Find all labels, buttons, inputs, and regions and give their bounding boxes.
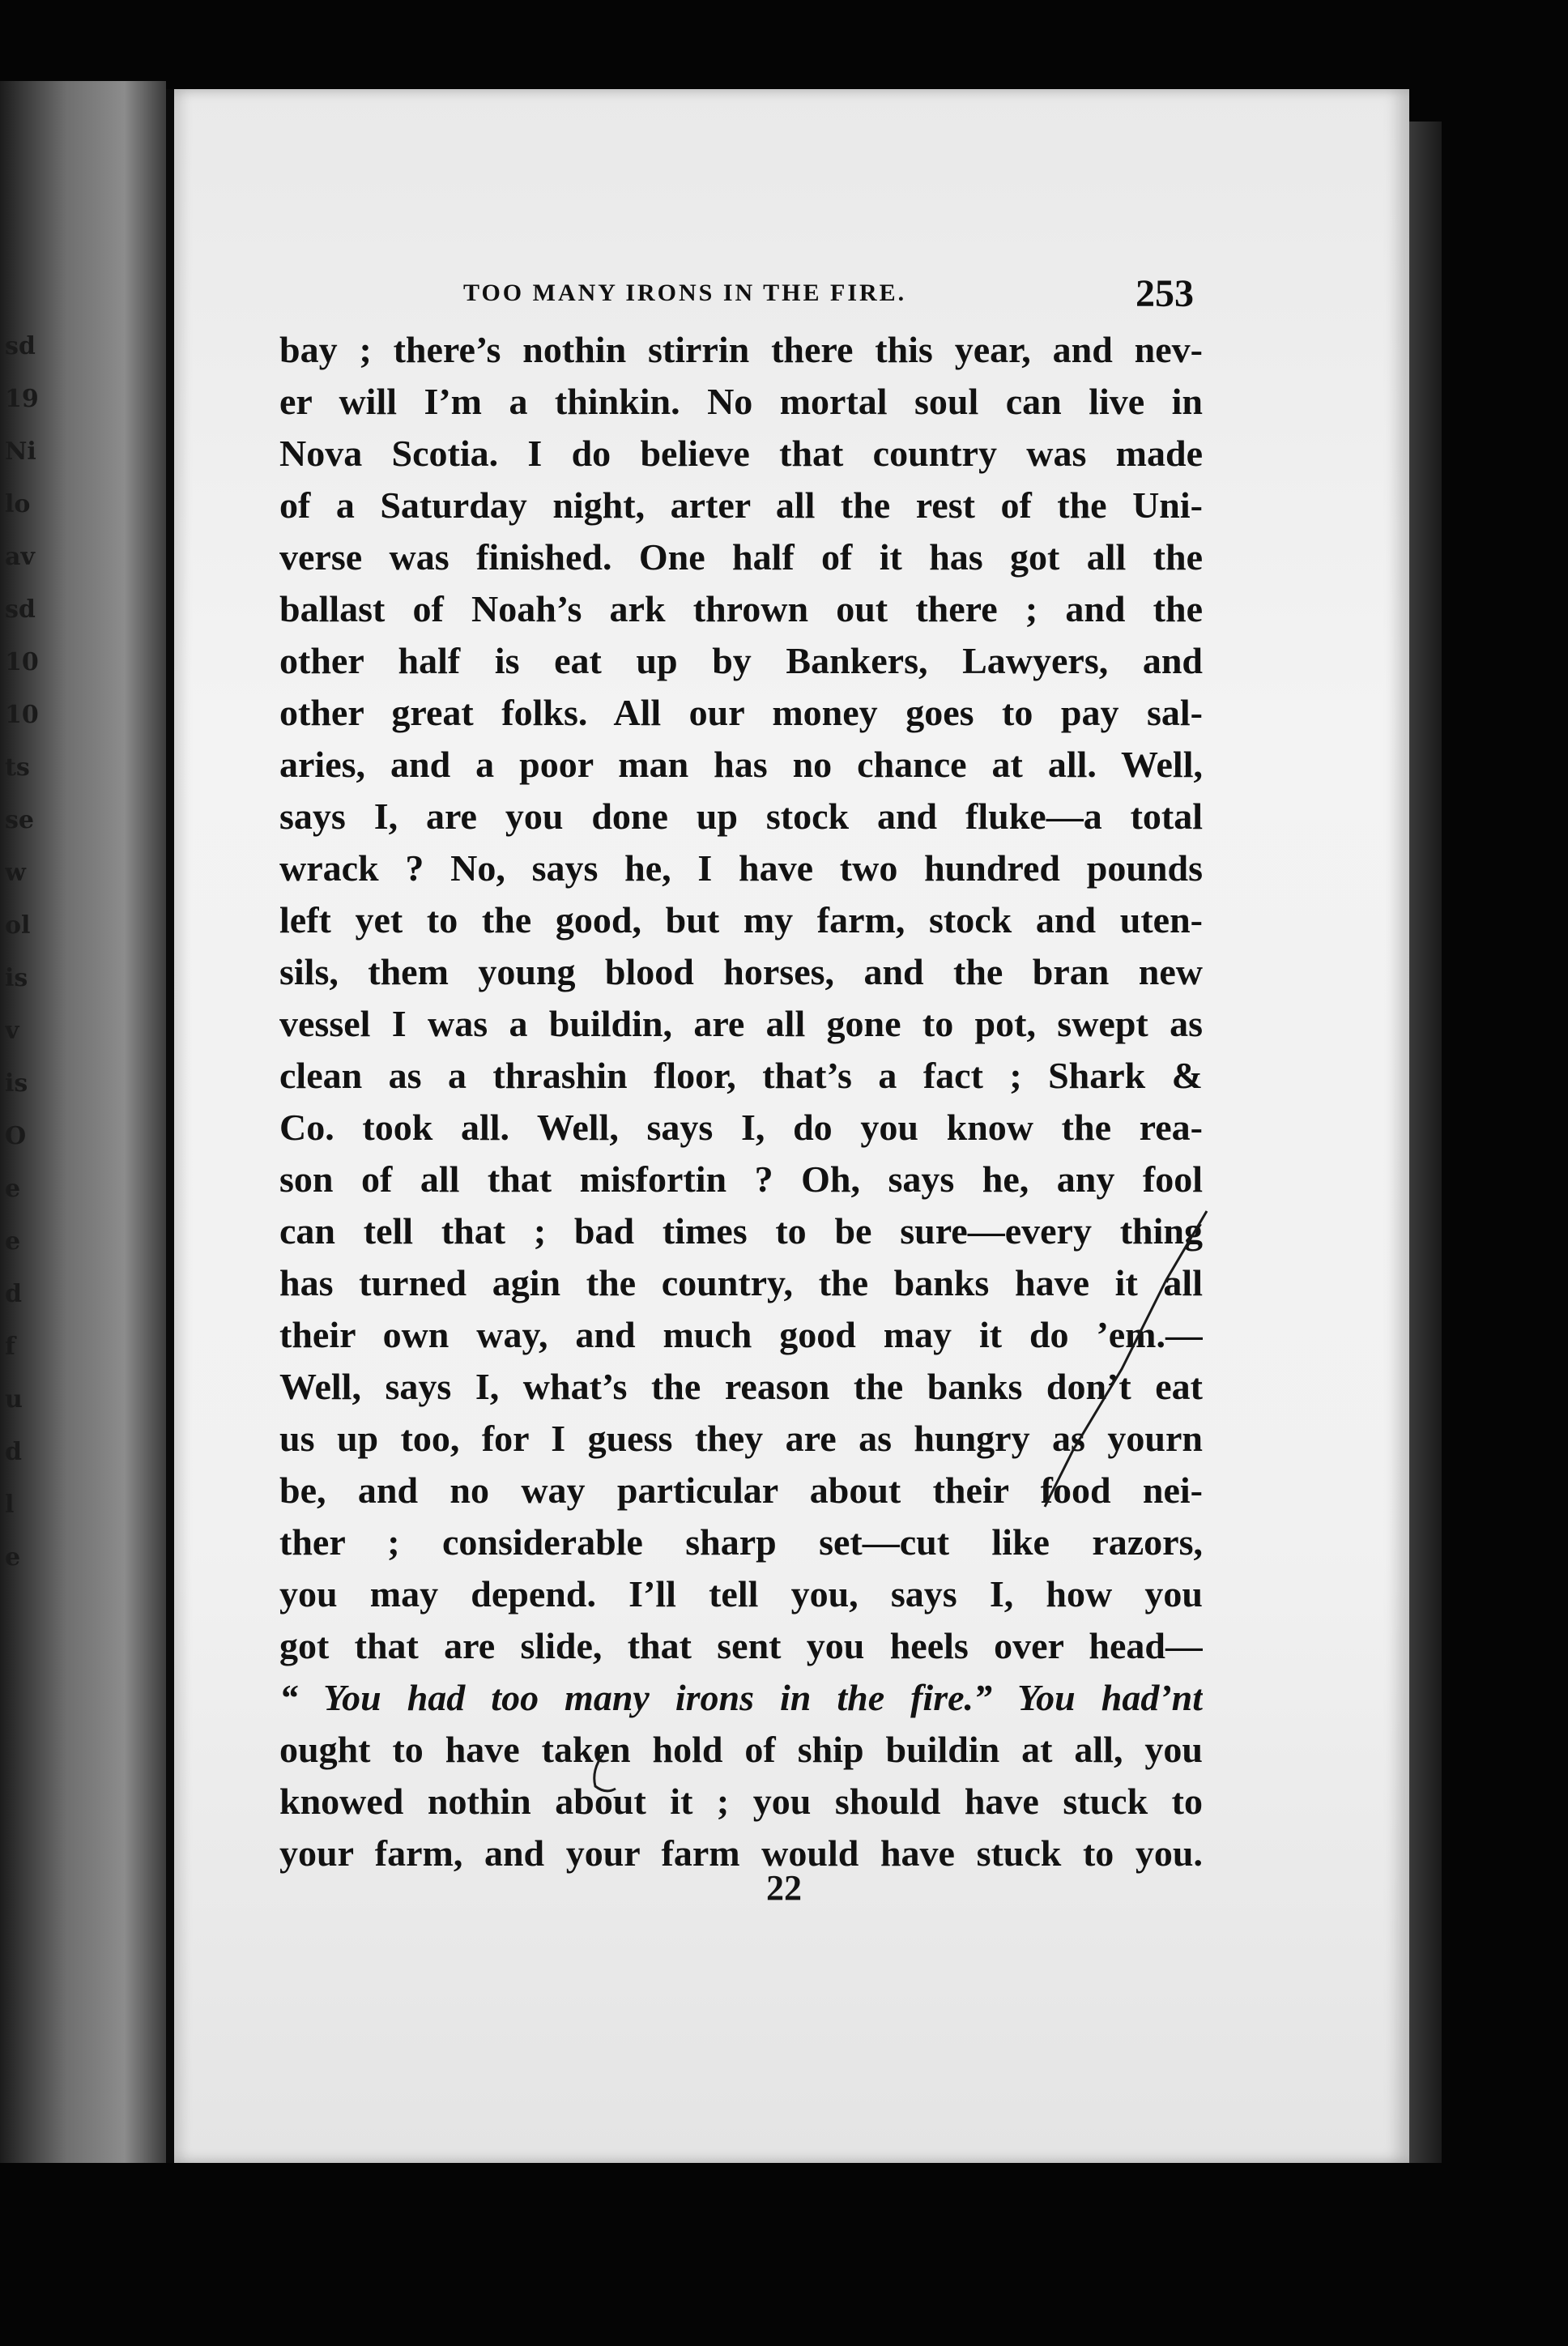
left-page-edge [0, 81, 166, 2163]
text-line: other half is eat up by Bankers, Lawyers, and [279, 640, 1203, 681]
left-fragment: se [5, 806, 34, 830]
text-line: vessel I was a buildin, are all gone to pot, swept as [279, 1003, 1203, 1044]
text-line: their own way, and much good may it do ’em.— [279, 1314, 1203, 1355]
text-line: Co. took all. Well, says I, do you know the rea- [279, 1107, 1203, 1148]
left-fragment: O [5, 1122, 27, 1146]
running-head-title: TOO MANY IRONS IN THE FIRE. [463, 279, 907, 306]
body-text [279, 324, 1203, 1879]
running-head [463, 271, 1273, 320]
left-fragment: sd [5, 595, 36, 620]
page-number: 253 [1136, 272, 1194, 315]
left-fragment: is [5, 1069, 28, 1094]
text-line: got that are slide, that sent you heels over head— [279, 1625, 1203, 1666]
left-fragment: sd [5, 332, 36, 356]
text-line: Well, says I, what’s the reason the banks don’t eat [279, 1366, 1203, 1407]
text-line: er will I’m a thinkin. No mortal soul can live in [279, 381, 1203, 422]
text-line: “ You had too many irons in the fire.” You had’nt [279, 1677, 1203, 1718]
text-line: ther ; considerable sharp set—cut like razors, [279, 1521, 1203, 1563]
text-line: Nova Scotia. I do believe that country was made [279, 433, 1203, 474]
signature-mark: 22 [766, 1868, 802, 1908]
text-line: left yet to the good, but my farm, stock and uten- [279, 899, 1203, 941]
left-fragment: w [5, 859, 26, 883]
left-fragment: d [5, 1438, 22, 1462]
text-line: says I, are you done up stock and fluke—a total [279, 796, 1203, 837]
left-fragment: f [5, 1333, 15, 1357]
text-line: wrack ? No, says he, I have two hundred pounds [279, 847, 1203, 889]
left-fragment: ts [5, 753, 30, 778]
text-line: other great folks. All our money goes to pay sal- [279, 692, 1203, 733]
left-fragment: e [5, 1175, 21, 1199]
left-fragment: l [5, 1491, 15, 1515]
text-line: of a Saturday night, arter all the rest of the Uni- [279, 484, 1203, 526]
text-line: sils, them young blood horses, and the bran new [279, 951, 1203, 992]
text-line: ballast of Noah’s ark thrown out there ; and the [279, 588, 1203, 629]
text-line: has turned agin the country, the banks have it all [279, 1262, 1203, 1303]
left-fragment: e [5, 1227, 21, 1252]
text-line: knowed nothin about it ; you should have stuck to [279, 1781, 1203, 1822]
text-line: son of all that misfortin ? Oh, says he, any fool [279, 1158, 1203, 1200]
left-fragment: av [5, 543, 35, 567]
left-fragment: d [5, 1280, 22, 1304]
text-line: verse was finished. One half of it has got all the [279, 536, 1203, 578]
text-line: can tell that ; bad times to be sure—every thing [279, 1210, 1203, 1252]
left-fragment: 10 [5, 648, 39, 672]
left-fragment: v [5, 1017, 19, 1041]
right-page-edge [1409, 122, 1442, 2163]
left-fragment: 10 [5, 701, 39, 725]
left-fragment: Ni [5, 437, 36, 462]
text-line: us up too, for I guess they are as hungry as yourn [279, 1418, 1203, 1459]
text-line: your farm, and your farm would have stuck to you. [279, 1832, 1203, 1874]
text-line: ought to have taken hold of ship buildin at all, you [279, 1729, 1203, 1770]
left-fragment: lo [5, 490, 31, 514]
left-fragment: ol [5, 911, 31, 936]
text-line: aries, and a poor man has no chance at all. Well, [279, 744, 1203, 785]
left-fragment: e [5, 1543, 21, 1568]
text-line: clean as a thrashin floor, that’s a fact ; Shark & [279, 1055, 1203, 1096]
book-spine [166, 89, 174, 2163]
left-fragment: u [5, 1385, 23, 1410]
left-fragment: is [5, 964, 28, 988]
left-fragment: 19 [5, 385, 39, 409]
text-line: be, and no way particular about their food nei- [279, 1469, 1203, 1511]
text-line: you may depend. I’ll tell you, says I, how you [279, 1573, 1203, 1614]
text-line: bay ; there’s nothin stirrin there this year, and nev- [279, 329, 1203, 370]
